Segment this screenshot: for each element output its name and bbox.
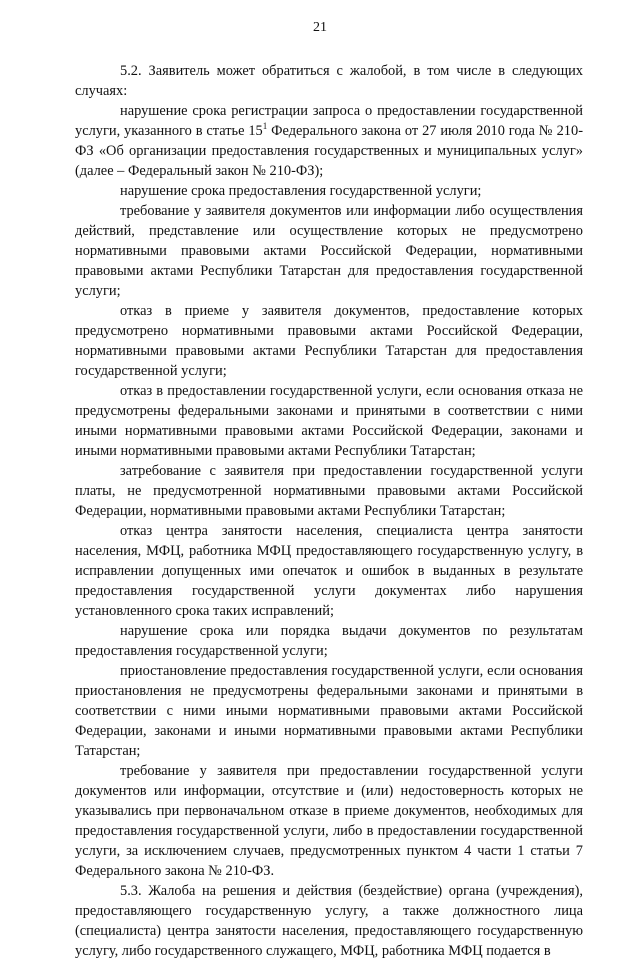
paragraph: отказ в приеме у заявителя документов, предоставление которых предусмотрено нормативными правовыми актами Российской Федерации, нормативными правовыми актами Республики Татарстан для предоставления государственной услуги; [75,303,583,379]
paragraph: отказ в предоставлении государственной услуги, если основания отказа не предусмотрены федеральными законами и принятыми в соответствии с ними иными нормативными правовыми актами Российской Федерации, законами и иными нормативными правовыми актами Республики Татарстан; [75,383,583,459]
paragraph-text: нарушение срока регистрации запроса о предоставлении государственной услуги, указанного в статье 15 [75,103,583,139]
page-number: 21 [313,20,327,35]
paragraph: нарушение срока предоставления государственной услуги; [120,183,482,199]
paragraph: требование у заявителя документов или информации либо осуществления действий, представление или осуществление которых не предусмотрено нормативными правовыми актами Российской Федерации, нормативными правовыми актами Республики Татарстан для предоставления государственной услуги; [75,203,583,299]
paragraph: приостановление предоставления государственной услуги, если основания приостановления не предусмотрены федеральными законами и принятыми в соответствии с ними иными нормативными правовыми актами Российской Федерации, законами и иными нормативными правовыми актами Республики Татарстан; [75,663,583,759]
paragraph: затребование с заявителя при предоставлении государственной услуги платы, не предусмотренной нормативными правовыми актами Российской Федерации, нормативными правовыми актами Республики Татарстан; [75,463,583,519]
paragraph-text: Федерального закона от 27 июля 2010 года № 210-ФЗ «Об организации предоставления государственных и муниципальных услуг» (далее – Федеральный закон № 210-ФЗ); [75,123,583,179]
paragraph: нарушение срока или порядка выдачи документов по результатам предоставления государственной услуги; [75,623,583,659]
paragraph-5-2: 5.2. Заявитель может обратиться с жалобой, в том числе в следующих случаях: [75,63,583,99]
paragraph: отказ центра занятости населения, специалиста центра занятости населения, МФЦ, работника МФЦ предоставляющего государственную услугу, в исправлении допущенных ими опечаток и ошибок в выданных в результате предоставления государственной услуги документах либо нарушения установленного срока таких исправлений; [75,523,583,619]
paragraph-registration-violation [75,101,583,181]
paragraph-5-3: 5.3. Жалоба на решения и действия (бездействие) органа (учреждения), предоставляющего государственную услугу, а также должностного лица (специалиста) центра занятости населения, предоставляющего государственную услугу, либо государственного служащего, МФЦ, работника МФЦ подается в [75,883,583,959]
superscript: 1 [262,121,268,131]
paragraph: требование у заявителя при предоставлении государственной услуги документов или информации, отсутствие и (или) недостоверность которых не указывались при первоначальном отказе в приеме документов, необходимых для предоставления государственной услуги, либо в предоставлении государственной услуги, за исключением случаев, предусмотренных пунктом 4 части 1 статьи 7 Федерального закона № 210-ФЗ. [75,763,583,879]
document-body [75,61,583,961]
